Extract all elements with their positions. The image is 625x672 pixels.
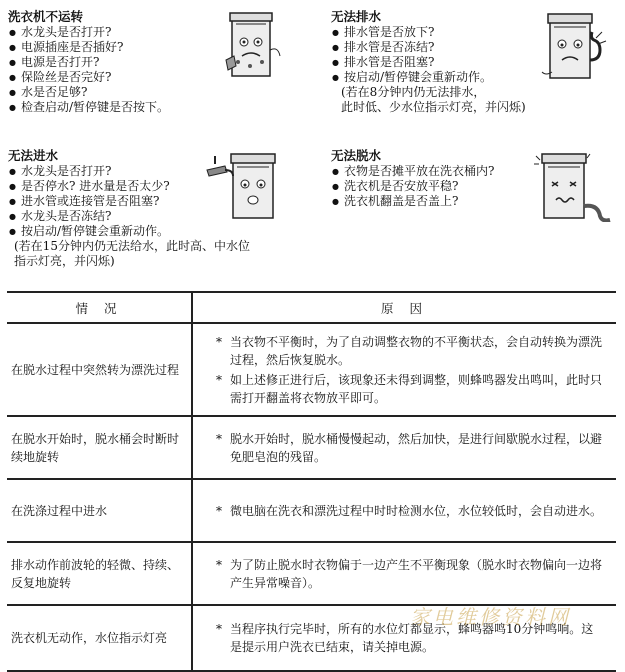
reason-text: 当衣物不平衡时，为了自动调整衣物的不平衡状态，会自动转换为漂洗过程，然后恢复脱水。: [230, 334, 603, 367]
reason-cell: [214, 479, 616, 542]
situation-cell: 在脱水开始时，脱水桶会时断时续地旋转: [7, 416, 192, 479]
spacer-cell: [192, 416, 214, 479]
header-cause: 原 因: [192, 292, 616, 323]
checklist-item: ● 保险丝是否完好?: [8, 70, 169, 85]
reason-text: 当程序执行完毕时，所有的水位灯都显示，蜂鸣器鸣10分钟鸣响。这是提示用户洗衣已结束，请关掉电源。: [230, 622, 594, 654]
washer-drain-illustration: [540, 10, 610, 84]
header-situation: 情 况: [7, 292, 192, 323]
situation-cell: 在脱水过程中突然转为漂洗过程: [7, 323, 192, 416]
washer-faucet-illustration: [205, 150, 287, 222]
reason-item: [214, 371, 616, 407]
section-note: (若在8分钟内仍无法排水， 此时低、少水位指示灯亮，并闪烁): [341, 85, 526, 114]
table-row: [7, 479, 616, 542]
checklist: [331, 25, 526, 85]
section-note: (若在15分钟内仍无法给水，此时高、中水位 指示灯亮，并闪烁): [14, 239, 250, 268]
checklist-item: ● 排水管是否放下?: [331, 25, 526, 40]
table-row: [7, 323, 616, 416]
reason-text: 为了防止脱水时衣物偏于一边产生不平衡现象（脱水时衣物偏向一边将产生异常噪音）。: [230, 557, 603, 590]
section-no-spin: [331, 148, 494, 209]
spacer-cell: [192, 479, 214, 542]
reason-item: [214, 430, 616, 466]
section-no-drain: [331, 9, 526, 115]
checklist-item: ● 电源是否打开?: [8, 55, 169, 70]
checklist-item: ● 按启动/暂停键会重新动作。: [331, 70, 526, 85]
reason-cell: [214, 542, 616, 605]
star-marker: *: [216, 503, 222, 518]
reason-text: 如上述修正进行后，该现象还未得到调整，则蜂鸣器发出鸣叫，此时只需打开翻盖将衣物放平即可。: [230, 372, 603, 405]
table-row: [7, 416, 616, 479]
spacer-cell: [192, 542, 214, 605]
reason-cell: [214, 416, 616, 479]
section-title: 无法脱水: [331, 148, 382, 163]
reason-item: [214, 556, 616, 592]
reason-text: 脱水开始时，脱水桶慢慢起动，然后加快，是进行间歇脱水过程，以避免肥皂泡的残留。: [230, 431, 603, 464]
checklist-item: ● 检查启动/暂停键是否按下。: [8, 100, 169, 115]
star-marker: *: [216, 622, 222, 636]
checklist-item: ● 排水管是否冻结?: [331, 40, 526, 55]
checklist-item: ● 洗衣机翻盖是否盖上?: [331, 194, 494, 209]
checklist-item: ● 水龙头是否打开?: [8, 164, 250, 179]
section-title: 洗衣机不运转: [8, 9, 84, 24]
checklist-item: ● 是否停水? 进水量是否太少?: [8, 179, 250, 194]
reason-item: [214, 502, 616, 520]
spacer-cell: [192, 605, 214, 671]
section-title: 无法进水: [8, 148, 59, 163]
washer-unplugged-illustration: [222, 10, 282, 82]
table-row: [7, 542, 616, 605]
spacer-cell: [192, 323, 214, 416]
checklist-item: ● 水龙头是否冻结?: [8, 209, 250, 224]
situation-cell: 排水动作前波轮的轻微、持续、反复地旋转: [7, 542, 192, 605]
checklist-item: ● 排水管是否阻塞?: [331, 55, 526, 70]
reason-text: 微电脑在洗衣和漂洗过程中时时检测水位，水位较低时，会自动进水。: [230, 503, 603, 518]
checklist-item: ● 电源插座是否插好?: [8, 40, 169, 55]
watermark-text: 家电维修资料网: [410, 605, 571, 629]
checklist-item: ● 衣物是否摊平放在洗衣桶内?: [331, 164, 494, 179]
checklist: [331, 164, 494, 209]
section-no-run: [8, 9, 169, 115]
checklist-item: ● 水是否足够?: [8, 85, 169, 100]
situation-cell: 在洗涤过程中进水: [7, 479, 192, 542]
checklist-item: ● 水龙头是否打开?: [8, 25, 169, 40]
washer-unbalanced-illustration: [530, 150, 612, 222]
section-title: 无法排水: [331, 9, 382, 24]
star-marker: *: [216, 557, 222, 572]
situation-cell: 洗衣机无动作，水位指示灯亮: [7, 605, 192, 671]
checklist-item: ● 洗衣机是否安放平稳?: [331, 179, 494, 194]
table-header-row: [7, 292, 616, 323]
reason-item: [214, 333, 616, 369]
reason-cell: [214, 323, 616, 416]
star-marker: *: [216, 431, 222, 446]
checklist: [8, 25, 169, 115]
checklist-item: ● 进水管或连接管是否阻塞?: [8, 194, 250, 209]
checklist-item: ● 按启动/暂停键会重新动作。: [8, 224, 250, 239]
star-marker: *: [216, 372, 222, 387]
star-marker: *: [216, 334, 222, 349]
